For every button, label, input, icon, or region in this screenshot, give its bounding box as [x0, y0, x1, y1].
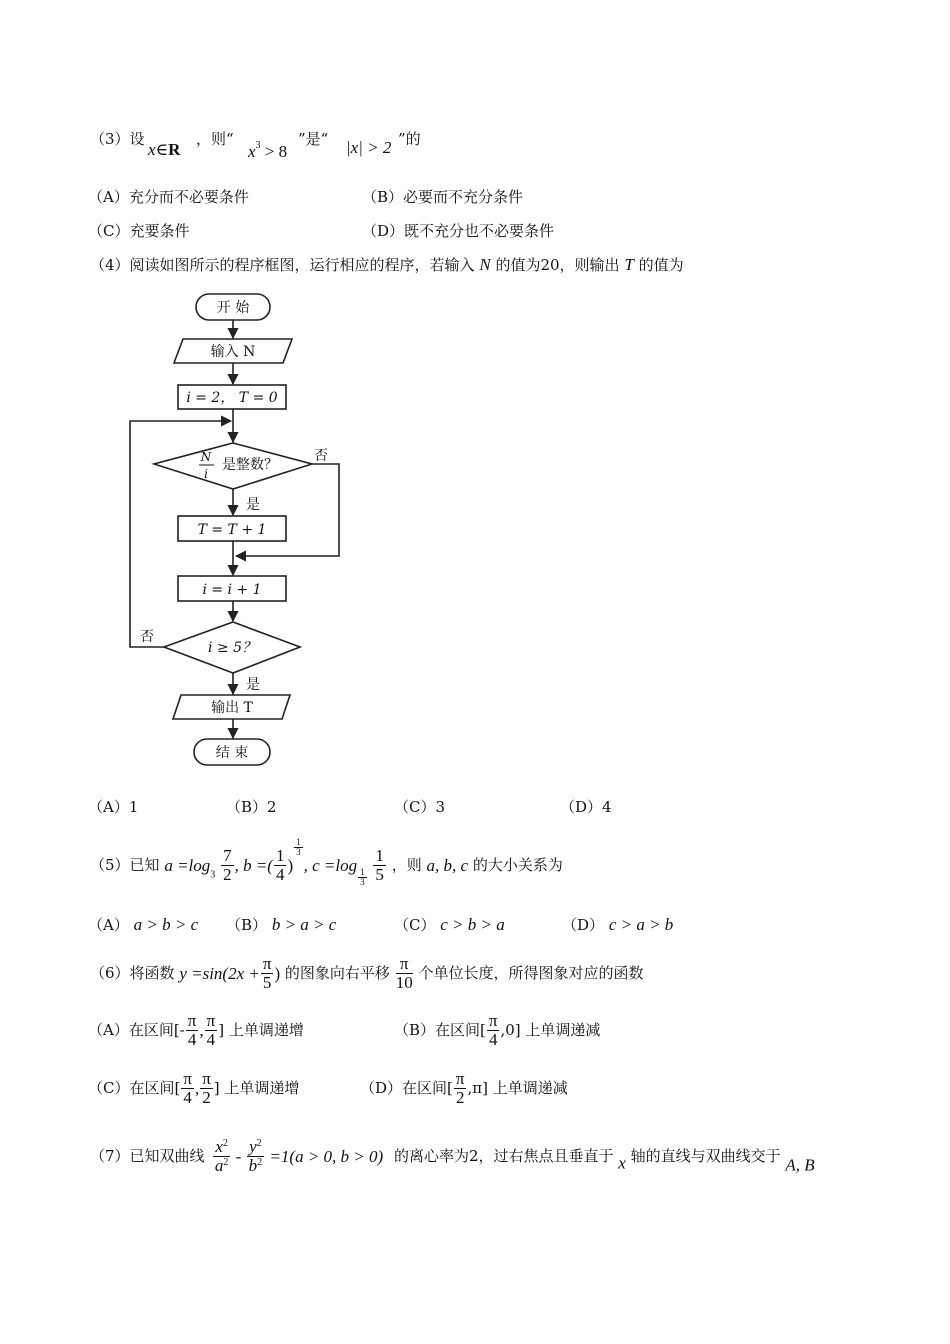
- q4-option-c: （C）3: [394, 798, 446, 816]
- q5-option-d: （D） c > a > b: [562, 915, 674, 934]
- flow-update-t-text: T = T + 1: [197, 522, 267, 538]
- flow-cond2-text: i ≥ 5？: [207, 640, 257, 656]
- q3-option-d: （D）既不充分也不必要条件: [362, 222, 555, 240]
- flow-no-2: 否: [140, 629, 154, 645]
- q4-option-a: （A）1: [88, 798, 139, 816]
- q3-option-a: （A）充分而不必要条件: [88, 188, 249, 206]
- q4-option-b: （B）2: [226, 798, 277, 816]
- flow-output-text: 输出 T: [211, 700, 253, 716]
- flow-update-i-text: i = i + 1: [202, 582, 262, 598]
- q5-option-b: （B） b > a > c: [226, 915, 337, 934]
- q6-option-d: （D）在区间[ $\frac{\pi}{2}$ ,π] 上单调递减: [360, 1069, 568, 1107]
- flow-end-text: 结 束: [215, 745, 249, 761]
- flow-input-text: 输入 N: [210, 344, 256, 360]
- q6-option-c: （C）在区间[ $\frac{\pi}{4}$ , $\frac{\pi}{2}$ ] 上单调递增: [88, 1069, 300, 1107]
- q7-stem: （7）已知双曲线 $\frac{x^2}{a^2}$ - $\frac{y^2}{b^2}$ =1(a > 0, b > 0) 的离心率为2，过右焦点且垂直于 x 轴的直线与双曲线交于 A, B: [90, 1137, 815, 1175]
- q5-option-c: （C） c > b > a: [394, 915, 505, 934]
- flow-cond1-den: i: [204, 467, 208, 481]
- flow-yes-2: 是: [246, 677, 260, 693]
- q6-option-b: （B）在区间[ $\frac{\pi}{4}$ ,0] 上单调递减: [394, 1011, 601, 1049]
- flow-yes-1: 是: [246, 497, 260, 513]
- flow-init-text: i = 2， T = 0: [186, 390, 278, 406]
- q3-mid2: ”是“: [298, 130, 329, 148]
- q3-option-b: （B）必要而不充分条件: [362, 188, 524, 206]
- q3-condition: x∈R: [148, 140, 181, 159]
- q4-option-d: （D）4: [560, 798, 612, 816]
- flow-cond1-num: N: [200, 450, 212, 464]
- q3-option-c: （C）充要条件: [88, 222, 190, 240]
- flow-no-1: 否: [314, 448, 328, 464]
- q3-end: ”的: [398, 130, 421, 148]
- q6-stem: （6）将函数 y =sin(2x + $\frac{\pi}{5}$ ) 的图象向右平移 $\frac{\pi}{10}$ 个单位长度，所得图象对应的函数: [90, 954, 644, 992]
- q4-stem: （4）阅读如图所示的程序框图，运行相应的程序，若输入 N 的值为20，则输出 T 的值为: [90, 255, 684, 274]
- q6-option-a: （A）在区间[- $\frac{\pi}{4}$ , $\frac{\pi}{4}$ ] 上单调递增: [88, 1011, 304, 1049]
- q5-stem: （5）已知 $a =\log_3$ $\frac{7}{2}$ , b =( $\frac{1}{4}$ ) $\frac{1}{3}$ , c =log $\frac{1}{3}$ $\frac{1}{5}$ ，则 a, b, c 的大小关系为: [90, 837, 563, 888]
- q3-expr2: |x| > 2: [346, 138, 392, 157]
- q3-mid1: ，则“: [196, 130, 234, 148]
- q3-expr1: $x^3 > 8$: [248, 140, 288, 161]
- q3-number: （3）设: [90, 130, 145, 148]
- q5-option-a: （A） a > b > c: [88, 915, 199, 934]
- flow-cond1-text: 是整数？: [222, 457, 278, 473]
- flow-start-text: 开 始: [216, 300, 250, 316]
